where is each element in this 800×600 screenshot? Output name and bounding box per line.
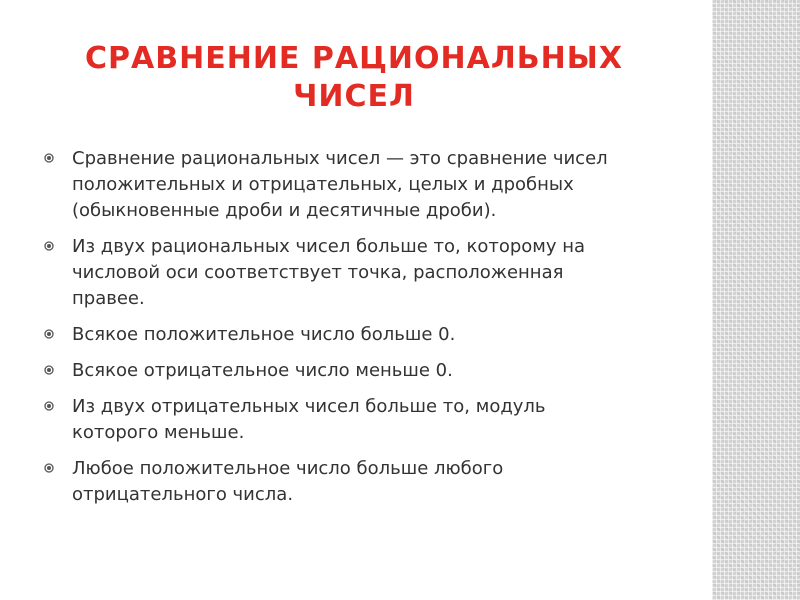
slide-title — [40, 40, 668, 116]
bullet-line: отрицательного числа. — [72, 484, 294, 505]
bullet-item — [40, 456, 670, 508]
bullet-line: Любое положительное число больше любого — [72, 458, 504, 479]
circle-bullet-icon — [44, 365, 54, 375]
bullet-item — [40, 358, 670, 384]
bullet-line: Из двух рациональных чисел больше то, которому на — [72, 236, 586, 257]
circle-bullet-icon — [44, 241, 54, 251]
bullet-item — [40, 322, 670, 348]
decorative-side-panel — [712, 0, 800, 600]
circle-bullet-icon — [44, 329, 54, 339]
bullet-line: числовой оси соответствует точка, расположенная — [72, 262, 564, 283]
bullet-item — [40, 146, 670, 224]
circle-bullet-icon — [44, 463, 54, 473]
bullet-item — [40, 234, 670, 312]
bullet-line: правее. — [72, 288, 145, 309]
circle-bullet-icon — [44, 153, 54, 163]
title-line-1: СРАВНЕНИЕ РАЦИОНАЛЬНЫХ — [85, 41, 623, 76]
bullet-list — [40, 146, 670, 518]
bullet-line: Всякое положительное число больше 0. — [72, 324, 456, 345]
bullet-line: Сравнение рациональных чисел — это сравнение чисел — [72, 148, 608, 169]
bullet-line: Всякое отрицательное число меньше 0. — [72, 360, 453, 381]
circle-bullet-icon — [44, 401, 54, 411]
bullet-line: Из двух отрицательных чисел больше то, модуль — [72, 396, 546, 417]
bullet-line: положительных и отрицательных, целых и дробных — [72, 174, 574, 195]
title-line-2: ЧИСЕЛ — [293, 79, 415, 114]
bullet-item — [40, 394, 670, 446]
bullet-line: которого меньше. — [72, 422, 245, 443]
bullet-line: (обыкновенные дроби и десятичные дроби). — [72, 200, 497, 221]
